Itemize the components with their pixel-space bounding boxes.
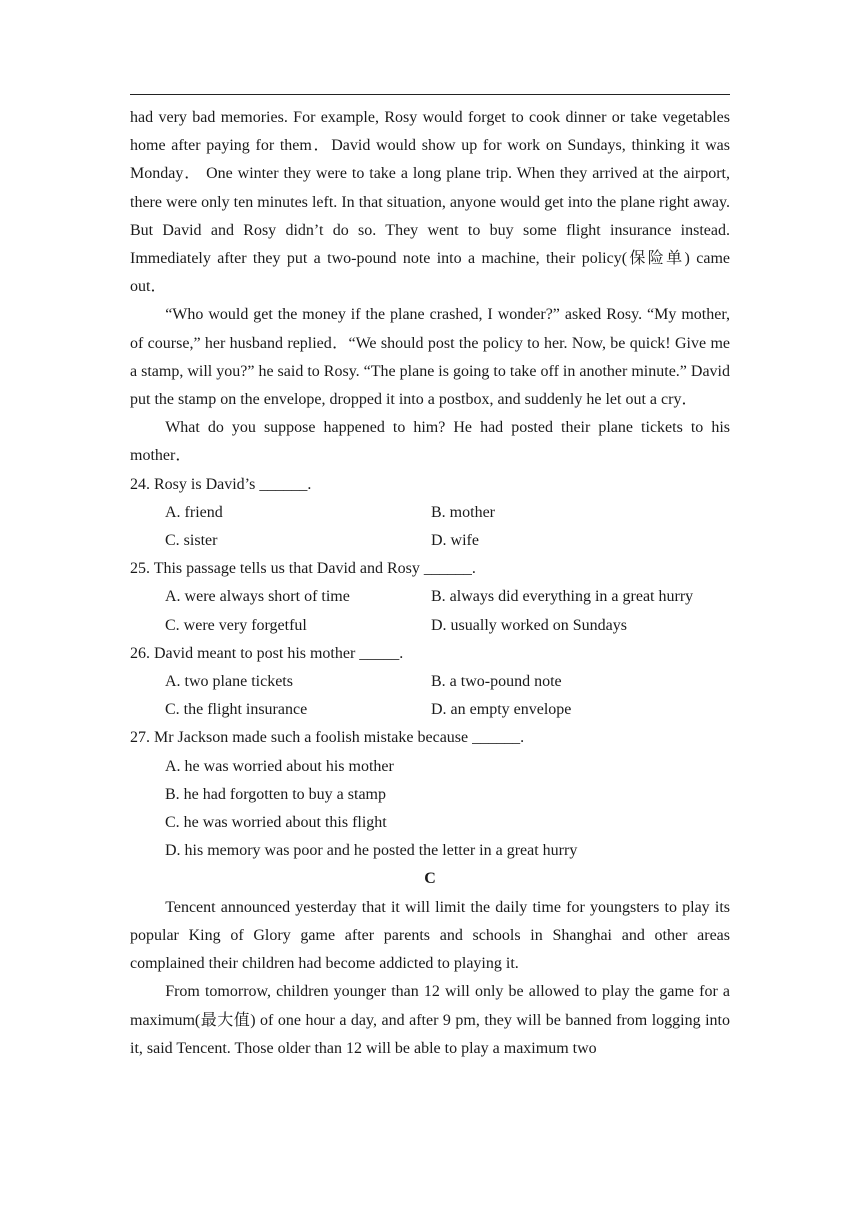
question-25 (130, 555, 730, 640)
option-c: C. sister (165, 532, 218, 550)
option-grid (130, 499, 730, 555)
section-c-paragraph-2: From tomorrow, children younger than 12 will only be allowed to play the game for a maximum(最大值) of one hour a day, and after 9 pm, they will be banned from logging into it, said Tencent. Those older than 12 will be able to play a maximum two (130, 983, 730, 1057)
question-26 (130, 640, 730, 725)
option-c: C. were very forgetful (165, 616, 307, 634)
passage-b-paragraph-2: “Who would get the money if the plane crashed, I wonder?” asked Rosy. “My mother, of course,” her husband replied．“We should post the policy to her. Now, be quick! Give me a stamp, will you?” he said to Rosy. “The plane is going to take off in another minute.” David put the stamp on the envelope, dropped it into a postbox, and suddenly he let out a cry． (130, 306, 730, 409)
option-a: A. he was worried about his mother (165, 757, 394, 775)
option-a: A. two plane tickets (165, 673, 293, 691)
document-body (130, 104, 730, 1063)
option-grid (130, 668, 730, 724)
section-c-paragraph-1: Tencent announced yesterday that it will limit the daily time for youngsters to play its popular King of Glory game after parents and schools in Shanghai and other areas complained their children had become addicted to playing it. (130, 898, 730, 973)
option-b: B. always did everything in a great hurry (431, 588, 694, 606)
option-d: D. wife (431, 532, 479, 550)
question-stem: 25. This passage tells us that David and Rosy ______. (130, 560, 476, 578)
option-b: B. a two-pound note (431, 673, 562, 691)
passage-b-paragraph-1: had very bad memories. For example, Rosy would forget to cook dinner or take vegetables home after paying for them．David would show up for work on Sundays, thinking it was Monday． One winter they were to take a long plane trip. When they arrived at the airport, there were only ten minutes left. In that situation, anyone would get into the plane right away. But David and Rosy didn’t do so. They went to buy some flight insurance instead. Immediately after they put a two-pound note into a machine, their policy(保险单) came out． (130, 109, 730, 296)
option-a: A. friend (165, 503, 223, 521)
option-list (130, 753, 730, 866)
header-rule (130, 94, 730, 95)
option-c: C. he was worried about this flight (165, 814, 387, 832)
section-c-heading: C (424, 870, 436, 888)
option-d: D. usually worked on Sundays (431, 616, 627, 634)
question-27 (130, 724, 730, 865)
passage-b-paragraph-3: What do you suppose happened to him? He had posted their plane tickets to his mother． (130, 419, 730, 465)
option-d: D. an empty envelope (431, 701, 572, 719)
option-c: C. the flight insurance (165, 701, 308, 719)
option-d: D. his memory was poor and he posted the letter in a great hurry (165, 842, 578, 860)
question-24 (130, 471, 730, 556)
option-b: B. he had forgotten to buy a stamp (165, 785, 386, 803)
option-b: B. mother (431, 503, 495, 521)
question-stem: 27. Mr Jackson made such a foolish mistake because ______. (130, 729, 525, 747)
question-stem: 24. Rosy is David’s ______. (130, 475, 312, 493)
option-a: A. were always short of time (165, 588, 350, 606)
option-grid (130, 583, 730, 639)
question-stem: 26. David meant to post his mother _____. (130, 644, 404, 662)
